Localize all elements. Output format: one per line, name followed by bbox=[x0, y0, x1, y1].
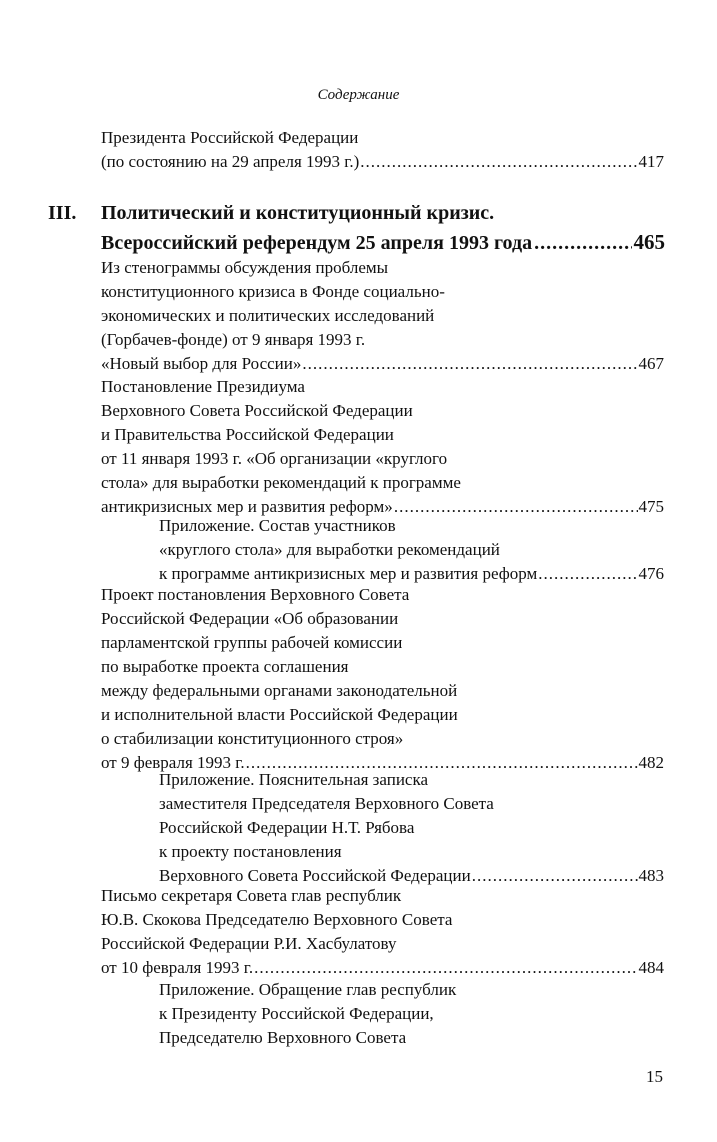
toc-entry-line: экономических и политических исследований bbox=[101, 306, 435, 325]
toc-entry-line: между федеральными органами законодательной bbox=[101, 681, 458, 700]
toc-entry-line: Российской Федерации Р.И. Хасбулатову bbox=[101, 934, 397, 953]
dot-leader bbox=[534, 229, 631, 258]
toc-entry bbox=[101, 583, 664, 775]
toc-entry-line: к Президенту Российской Федерации, bbox=[159, 1004, 434, 1023]
toc-page-number: 467 bbox=[638, 354, 664, 373]
toc-entry-line: Постановление Президиума bbox=[101, 377, 305, 396]
toc-entry-line: и исполнительной власти Российской Федерации bbox=[101, 705, 458, 724]
toc-entry bbox=[101, 884, 664, 980]
toc-page-number: 483 bbox=[638, 866, 664, 885]
toc-entry-line: Верховного Совета Российской Федерации bbox=[159, 866, 471, 885]
toc-entry-line: от 10 февраля 1993 г. bbox=[101, 958, 254, 977]
dot-leader bbox=[360, 150, 637, 174]
toc-entry-line: Ю.В. Скокова Председателю Верховного Совета bbox=[101, 910, 453, 929]
toc-entry-line: и Правительства Российской Федерации bbox=[101, 425, 394, 444]
toc-entry-line: по выработке проекта соглашения bbox=[101, 657, 349, 676]
section-title-line: Политический и конституционный кризис. bbox=[101, 202, 495, 224]
toc-page-number: 475 bbox=[638, 497, 664, 516]
dot-leader bbox=[302, 352, 637, 376]
section-number: III. bbox=[48, 202, 77, 224]
toc-entry-last-line bbox=[101, 150, 664, 174]
section-title-line: Всероссийский референдум 25 апреля 1993 года bbox=[101, 232, 533, 254]
toc-entry-last-line bbox=[101, 956, 664, 980]
toc-entry-line: Российской Федерации Н.Т. Рябова bbox=[159, 818, 415, 837]
toc-entry-line: Верховного Совета Российской Федерации bbox=[101, 401, 413, 420]
toc-entry-line: парламентской группы рабочей комиссии bbox=[101, 633, 403, 652]
toc-entry-line: к программе антикризисных мер и развития реформ bbox=[159, 564, 538, 583]
dot-leader bbox=[254, 956, 637, 980]
folio-page-number: 15 bbox=[646, 1067, 663, 1086]
toc-entry-line: (Горбачев-фонде) от 9 января 1993 г. bbox=[101, 330, 366, 349]
running-head: Содержание bbox=[317, 87, 400, 103]
toc-entry-line: Приложение. Пояснительная записка bbox=[159, 770, 429, 789]
toc-page-number: 484 bbox=[638, 958, 664, 977]
toc-entry bbox=[101, 375, 664, 519]
toc-entry-line: заместителя Председателя Верховного Совета bbox=[159, 794, 494, 813]
toc-page-number: 482 bbox=[638, 753, 664, 772]
toc-entry-line: «Новый выбор для России» bbox=[101, 354, 302, 373]
toc-entry-line: от 9 февраля 1993 г. bbox=[101, 753, 245, 772]
toc-entry-line: о стабилизации конституционного строя» bbox=[101, 729, 404, 748]
toc-entry bbox=[101, 126, 664, 174]
toc-entry-line: (по состоянию на 29 апреля 1993 г.) bbox=[101, 152, 360, 171]
toc-entry-line: стола» для выработки рекомендаций к программе bbox=[101, 473, 461, 492]
toc-subentry bbox=[159, 978, 664, 1050]
toc-entry-line: Председателю Верховного Совета bbox=[159, 1028, 407, 1047]
toc-entry-line: «круглого стола» для выработки рекомендаций bbox=[159, 540, 500, 559]
toc-entry-line: Приложение. Обращение глав республик bbox=[159, 980, 457, 999]
toc-entry-line: Приложение. Состав участников bbox=[159, 516, 396, 535]
toc-entry-line: антикризисных мер и развития реформ» bbox=[101, 497, 393, 516]
section-page-number: 465 bbox=[633, 230, 665, 254]
toc-entry-line: Президента Российской Федерации bbox=[101, 128, 359, 147]
toc-entry-line: Письмо секретаря Совета глав республик bbox=[101, 886, 402, 905]
toc-page-number: 476 bbox=[638, 564, 664, 583]
toc-entry-last-line bbox=[101, 352, 664, 376]
toc-entry-line: к проекту постановления bbox=[159, 842, 342, 861]
toc-entry bbox=[101, 256, 664, 376]
toc-entry-line: Из стенограммы обсуждения проблемы bbox=[101, 258, 389, 277]
toc-page-number: 417 bbox=[638, 152, 664, 171]
toc-subentry bbox=[159, 514, 664, 586]
section-title-last-line bbox=[101, 228, 665, 258]
toc-entry-line: Проект постановления Верховного Совета bbox=[101, 585, 410, 604]
toc-entry-line: Российской Федерации «Об образовании bbox=[101, 609, 399, 628]
toc-entry-line: конституционного кризиса в Фонде социально- bbox=[101, 282, 445, 301]
toc-subentry bbox=[159, 768, 664, 888]
toc-entry-line: от 11 января 1993 г. «Об организации «круглого bbox=[101, 449, 448, 468]
